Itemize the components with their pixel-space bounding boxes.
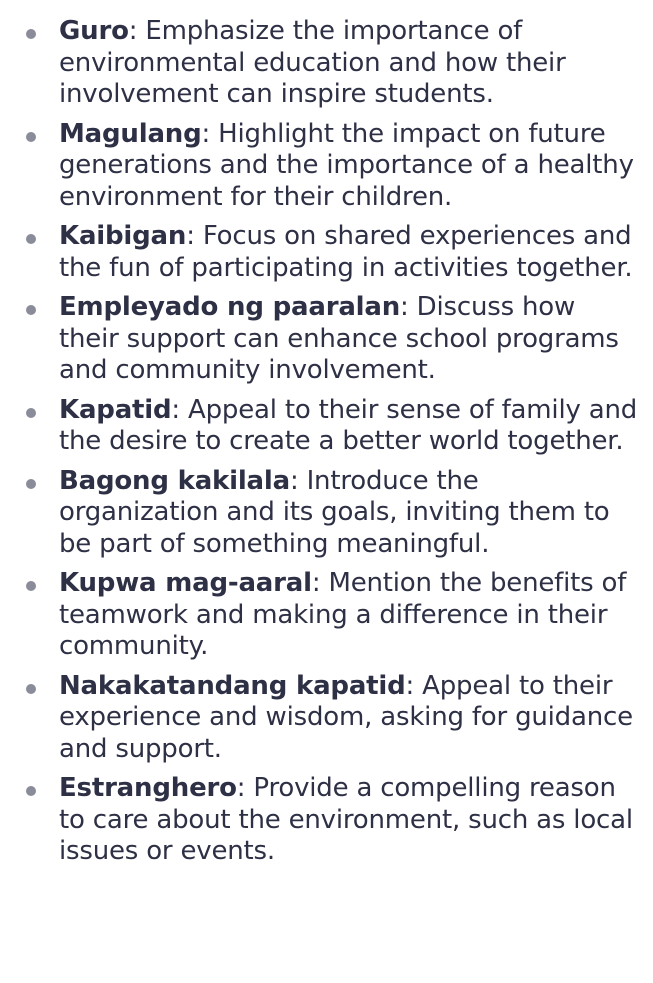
list-item (0, 292, 653, 387)
item-term: Kapatid (59, 394, 172, 425)
item-text: : Highlight the impact on future generations and the importance of a healthy environment for their children. (59, 118, 634, 212)
list-item (0, 568, 653, 663)
list-item (0, 16, 653, 111)
bullet-icon (26, 684, 36, 694)
list-item (0, 773, 653, 868)
item-term: Guro (59, 16, 129, 46)
bullet-icon (26, 581, 36, 591)
bullet-icon (26, 305, 36, 315)
item-term: Empleyado ng paaralan (59, 292, 401, 322)
list-item (0, 221, 653, 284)
bullet-icon (26, 132, 36, 142)
item-term: Bagong kakilala (59, 465, 290, 496)
item-text: : Discuss how their support can enhance school programs and community involvement. (59, 292, 619, 385)
item-term: Kupwa mag-aaral (59, 568, 312, 598)
bullet-icon (26, 479, 36, 489)
item-text: : Appeal to their experience and wisdom, asking for guidance and support. (59, 670, 633, 764)
item-text: : Appeal to their sense of family and the desire to create a better world together. (59, 394, 638, 456)
item-text: : Introduce the organization and its goals, inviting them to be part of something meaningful. (59, 465, 610, 559)
item-term: Nakakatandang kapatid (59, 670, 406, 701)
list-item (0, 119, 653, 214)
list-item (0, 671, 653, 766)
item-term: Kaibigan (59, 221, 187, 251)
bullet-icon (26, 234, 36, 244)
item-text: : Provide a compelling reason to care about the environment, such as local issues or events. (59, 773, 633, 866)
item-term: Magulang (59, 118, 202, 149)
item-term: Estranghero (59, 773, 237, 803)
bullet-icon (26, 786, 36, 796)
bullet-icon (26, 408, 36, 418)
item-text: : Emphasize the importance of environmental education and how their involvement can inspire students. (59, 16, 566, 109)
list-item (0, 466, 653, 561)
item-text: : Focus on shared experiences and the fun of participating in activities together. (59, 221, 633, 283)
item-text: : Mention the benefits of teamwork and making a difference in their community. (59, 568, 627, 661)
list-item (0, 395, 653, 458)
bullet-icon (26, 29, 36, 39)
